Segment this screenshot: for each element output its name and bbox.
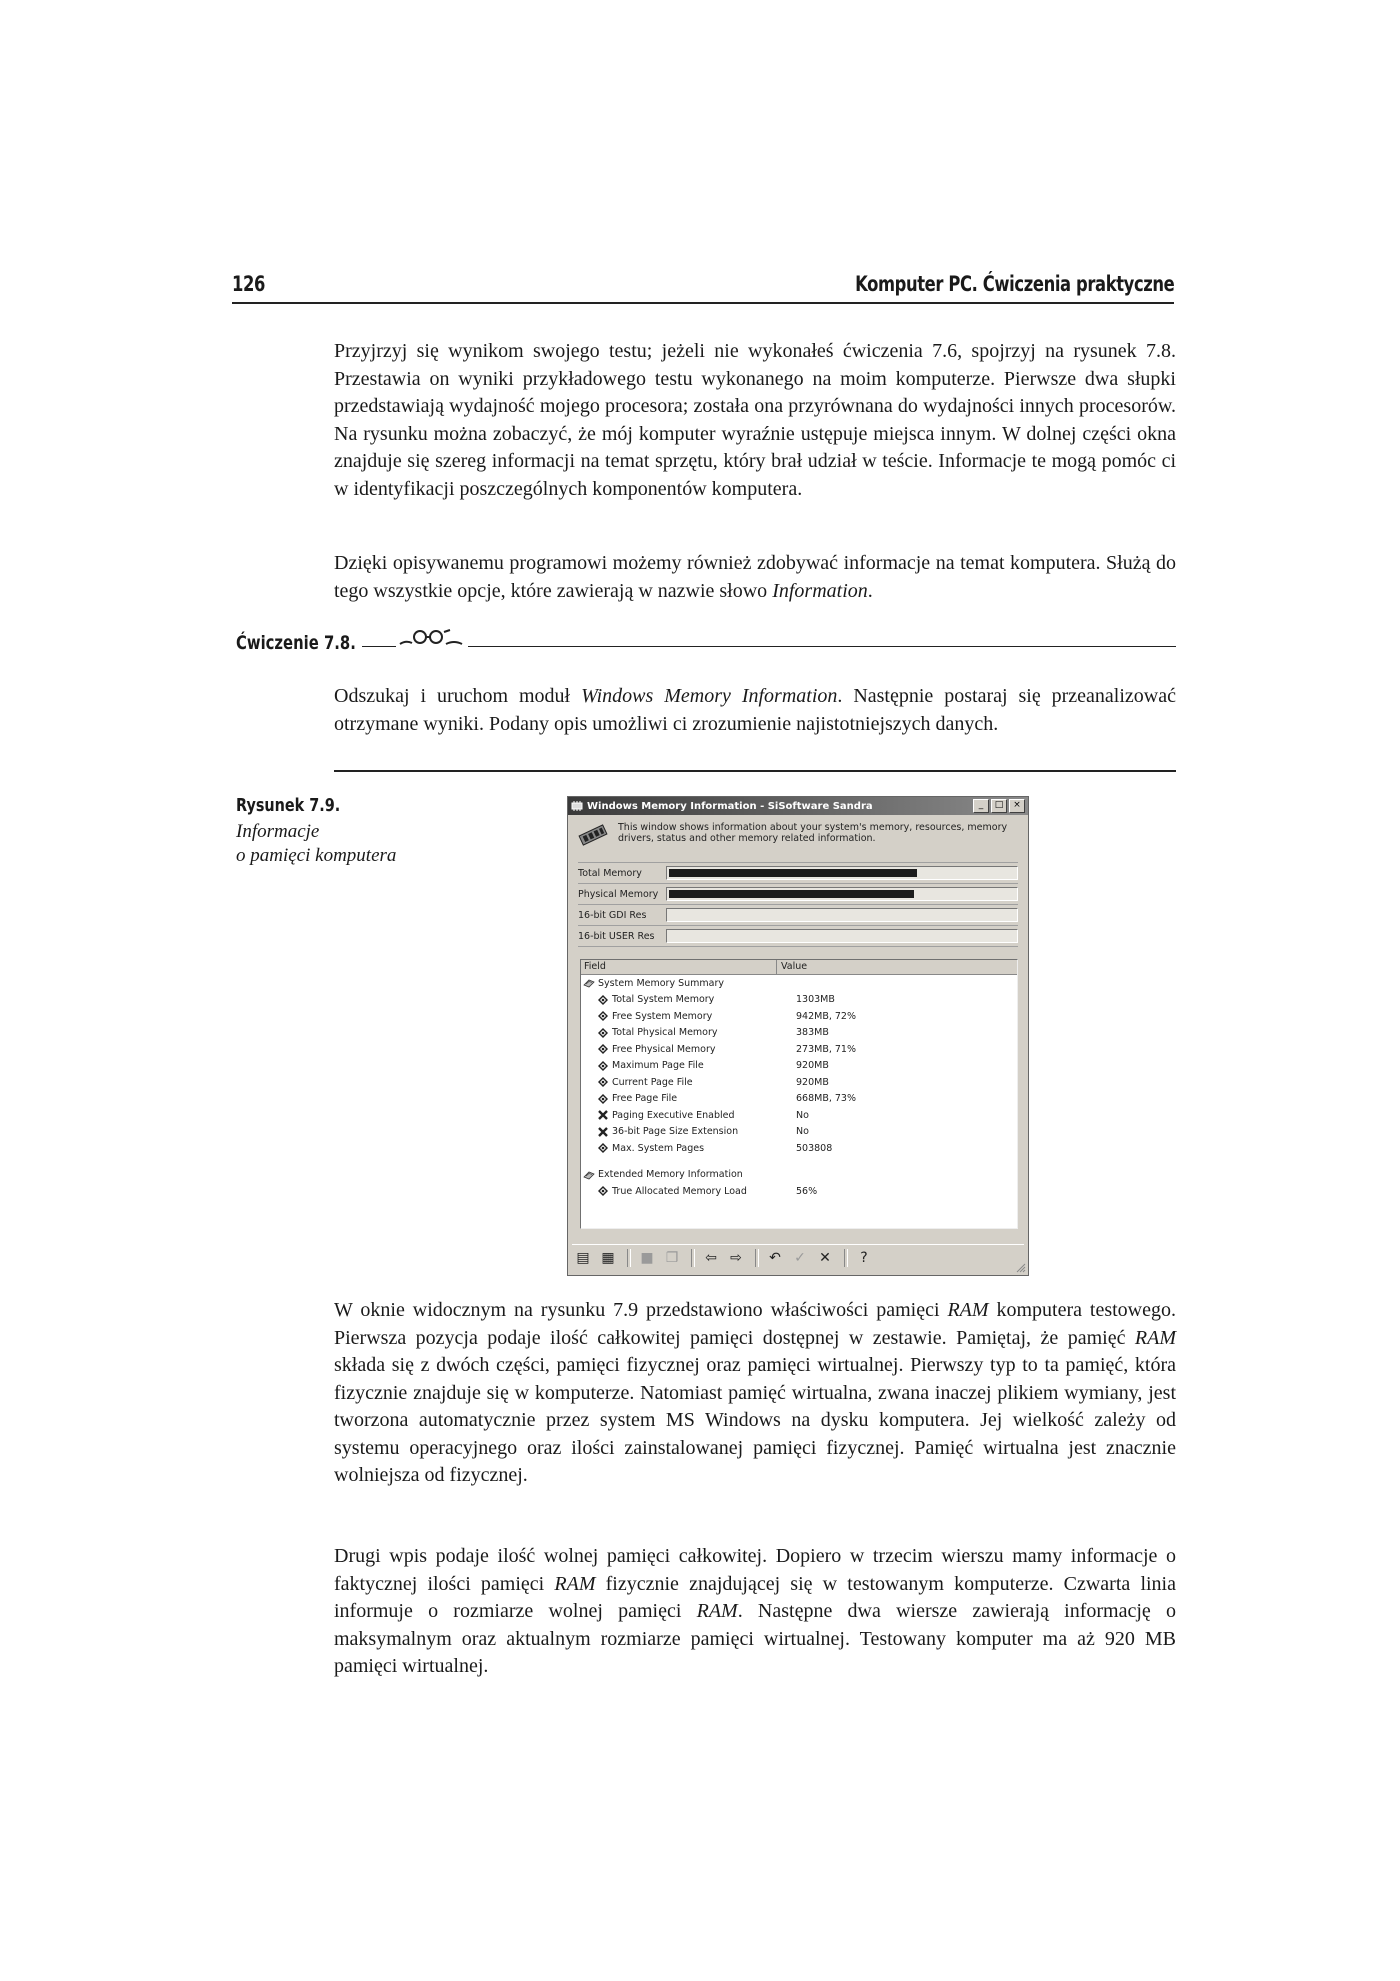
- forward-button[interactable]: [725, 1248, 747, 1268]
- window-info-text: [618, 822, 1007, 844]
- meter-bar: [666, 866, 1018, 880]
- paragraph-2-end: .: [867, 579, 873, 602]
- resize-grip-icon[interactable]: [1016, 1263, 1026, 1273]
- paragraph-2-emphasis: Information: [772, 579, 868, 602]
- field-cell: [581, 1043, 792, 1055]
- list-group-row[interactable]: [581, 1167, 1017, 1184]
- window-info-banner: [568, 815, 1028, 862]
- help-icon: ?: [860, 1250, 868, 1266]
- forward-icon: ⇨: [730, 1250, 742, 1266]
- list-rows: [581, 975, 1017, 1200]
- memory-info-list[interactable]: [580, 959, 1018, 1229]
- field-name: Paging Executive Enabled: [612, 1109, 735, 1121]
- field-name: Total System Memory: [612, 994, 715, 1006]
- report-button[interactable]: [572, 1248, 594, 1268]
- column-header-field[interactable]: Field: [581, 960, 777, 974]
- field-value: No: [796, 1126, 809, 1138]
- memory-info-window: [567, 796, 1029, 1276]
- paragraph-5-ram-2: RAM: [696, 1600, 738, 1622]
- field-value: 56%: [796, 1185, 818, 1197]
- field-name: Current Page File: [612, 1076, 693, 1088]
- minimize-button[interactable]: _: [973, 799, 989, 813]
- field-cell: [581, 1185, 792, 1197]
- figure-caption-line-1: Informacje: [236, 821, 320, 842]
- meter-row: [568, 863, 1028, 883]
- meter-label: Total Memory: [578, 867, 642, 879]
- field-cell: [581, 1010, 792, 1022]
- meter-bar: [666, 887, 1018, 901]
- field-value: 920MB: [796, 1060, 829, 1072]
- paragraph-2-text: Dzięki opisywanemu programowi możemy również zdobywać informacje na temat komputera. Służą do tego wszystkie opcje, które zawierają w nazwie słowo: [334, 552, 1176, 602]
- window-titlebar[interactable]: [568, 797, 1028, 815]
- toolbar-separator: [844, 1249, 848, 1267]
- paragraph-4-part-b: komputera testowego. Pierwsza pozycja podaje ilość całkowitej pamięci dostępnej w zestawie. Pamiętaj, że pamięć: [334, 1299, 1177, 1349]
- field-value: 1303MB: [796, 994, 835, 1006]
- list-item[interactable]: [581, 1041, 1017, 1058]
- group-name: System Memory Summary: [598, 977, 725, 989]
- list-item[interactable]: [581, 1058, 1017, 1075]
- list-item[interactable]: [581, 1025, 1017, 1042]
- list-spacer: [581, 1157, 1017, 1167]
- meter-label: 16-bit GDI Res: [578, 909, 647, 921]
- page-number: 126: [232, 272, 266, 296]
- field-value: 273MB, 71%: [796, 1043, 857, 1055]
- figure-caption: [236, 795, 436, 868]
- memory-chip-icon: [571, 800, 583, 812]
- list-item[interactable]: [581, 1074, 1017, 1091]
- meter-row: [568, 884, 1028, 904]
- paragraph-5: [334, 1543, 1176, 1681]
- figure-label: Rysunek 7.9.: [236, 795, 341, 816]
- field-value: 920MB: [796, 1076, 829, 1088]
- list-group-row[interactable]: [581, 975, 1017, 992]
- field-name: Maximum Page File: [612, 1060, 704, 1072]
- paragraph-2: [334, 550, 1176, 605]
- window-title: Windows Memory Information - SiSoftware Sandra: [587, 800, 873, 812]
- field-cell: [581, 1076, 792, 1088]
- toolbar-separator: [627, 1249, 631, 1267]
- options-icon: ▦: [601, 1250, 615, 1266]
- paragraph-4-part-c: składa się z dwóch części, pamięci fizycznej oraz pamięci wirtualnej. Pierwszy typ to ta pamięć, która fizycznie znajduje się w komputerze. Natomiast pamięć wirtualna, zwana inaczej plikiem wymiany, jest tworzona automatycznie przez system MS Windows na dysku komputera. Jej wielkość zależy od systemu operacyjnego oraz ilości zainstalowanej pamięci fizycznej. Pamięć wirtualna jest znacznie wolniejsza od fizycznej.: [334, 1354, 1176, 1486]
- help-button[interactable]: [853, 1248, 875, 1268]
- field-cell: [581, 1142, 792, 1154]
- figure-description: [236, 820, 436, 868]
- paragraph-4-ram-2: RAM: [1134, 1326, 1176, 1349]
- exercise-text-a: Odszukaj i uruchom moduł: [334, 685, 582, 707]
- diamond-icon: [597, 1027, 609, 1039]
- list-item[interactable]: [581, 992, 1017, 1009]
- field-cell: [581, 1060, 792, 1072]
- field-name: Free System Memory: [612, 1010, 713, 1022]
- info-text-line-1: This window shows information about your system's memory, resources, memory: [618, 822, 1008, 833]
- field-value: 668MB, 73%: [796, 1093, 857, 1105]
- list-header: [581, 960, 1017, 975]
- separator: [578, 946, 1018, 947]
- paragraph-5-part-c: . Następne dwa wiersze zawierają informację o maksymalnym oraz aktualnym rozmiarze pamięci wirtualnej. Testowany komputer ma aż 920 MB pamięci wirtualnej.: [334, 1600, 1177, 1677]
- paragraph-5-ram-1: RAM: [554, 1572, 596, 1595]
- meter-fill: [669, 869, 917, 877]
- save-button[interactable]: [636, 1248, 658, 1268]
- ok-button[interactable]: [789, 1248, 811, 1268]
- report-icon: ▤: [576, 1250, 590, 1266]
- list-item[interactable]: [581, 1183, 1017, 1200]
- list-item[interactable]: [581, 1008, 1017, 1025]
- diamond-icon: [597, 1093, 609, 1105]
- group-cell: [581, 1169, 778, 1181]
- exercise-text: [334, 683, 1176, 738]
- field-name: 36-bit Page Size Extension: [612, 1126, 739, 1138]
- paragraph-4-ram-1: RAM: [947, 1299, 989, 1321]
- meter-label: 16-bit USER Res: [578, 930, 655, 942]
- page-header: [232, 272, 1174, 304]
- meter-row: [568, 905, 1028, 925]
- save-icon: ■: [640, 1250, 654, 1266]
- group-cell: [581, 977, 778, 989]
- diamond-icon: [597, 1010, 609, 1022]
- field-cell: [581, 1109, 792, 1121]
- figure-caption-line-2: o pamięci komputera: [236, 845, 397, 866]
- running-title: Komputer PC. Ćwiczenia praktyczne: [854, 272, 1174, 296]
- maximize-button[interactable]: □: [991, 799, 1007, 813]
- diamond-icon: [597, 1076, 609, 1088]
- ok-icon: ✓: [794, 1250, 806, 1266]
- meter-bar: [666, 908, 1018, 922]
- back-button[interactable]: [700, 1248, 722, 1268]
- diamond-icon: [597, 1185, 609, 1197]
- field-value: 383MB: [796, 1027, 829, 1039]
- field-value: 503808: [796, 1142, 833, 1154]
- field-cell: [581, 1126, 792, 1138]
- meter-fill: [669, 890, 914, 898]
- field-name: Max. System Pages: [612, 1142, 705, 1154]
- memory-module-icon: [578, 822, 608, 848]
- copy-icon: ❐: [665, 1250, 679, 1266]
- exercise-label: Ćwiczenie 7.8.: [236, 632, 356, 654]
- meter-bar: [666, 929, 1018, 943]
- memory-meters: [568, 863, 1028, 947]
- meter-row: [568, 926, 1028, 946]
- paragraph-4: [334, 1297, 1176, 1490]
- meter-label: Physical Memory: [578, 888, 659, 900]
- field-cell: [581, 1093, 792, 1105]
- list-item[interactable]: [581, 1124, 1017, 1141]
- exercise-end-rule: [334, 770, 1176, 772]
- toolbar-separator: [755, 1249, 759, 1267]
- refresh-icon: ↶: [769, 1250, 781, 1266]
- refresh-button[interactable]: [764, 1248, 786, 1268]
- diamond-icon: [597, 1060, 609, 1072]
- group-name: Extended Memory Information: [598, 1169, 743, 1181]
- diamond-icon: [597, 1142, 609, 1154]
- exercise-decoration-icon: [396, 626, 468, 650]
- list-item[interactable]: [581, 1091, 1017, 1108]
- field-value: No: [796, 1109, 809, 1121]
- cross-icon: [597, 1126, 609, 1138]
- paragraph-5-part-a: Drugi wpis podaje ilość wolnej pamięci całkowitej. Dopiero w trzecim wierszu mamy informacje o faktycznej ilości pamięci: [334, 1545, 1176, 1595]
- info-text-line-2: drivers, status and other memory related information.: [618, 833, 876, 844]
- paragraph-4-part-a: W oknie widocznym na rysunku 7.9 przedstawiono właściwości pamięci: [334, 1299, 948, 1321]
- paragraph-1: Przyjrzyj się wynikom swojego testu; jeżeli nie wykonałeś ćwiczenia 7.6, spojrzyj na rysunek 7.8. Przestawia on wyniki przykładowego testu wykonanego na moim komputerze. Pierwsze dwa słupki przedstawiają wydajność mojego procesora; została ona przyrównana do wydajności innych procesorów. Na rysunku można zobaczyć, że mój komputer wyraźnie ustępuje miejsca innym. W dolnej części okna znajduje się szereg informacji na temat sprzętu, który brał udział w teście. Informacje te mogą pomóc ci w identyfikacji poszczególnych komponentów komputera.: [334, 340, 1176, 500]
- back-icon: ⇦: [705, 1250, 717, 1266]
- group-icon: [583, 1169, 595, 1181]
- group-icon: [583, 977, 595, 989]
- field-value: 942MB, 72%: [796, 1010, 857, 1022]
- close-button[interactable]: [814, 1248, 836, 1268]
- field-name: Free Page File: [612, 1093, 678, 1105]
- options-button[interactable]: [597, 1248, 619, 1268]
- toolbar-separator: [691, 1249, 695, 1267]
- exercise-text-emphasis: Windows Memory Information: [581, 685, 838, 707]
- exercise-rule: [362, 646, 1176, 647]
- cross-icon: [597, 1109, 609, 1121]
- column-header-value[interactable]: Value: [781, 961, 808, 972]
- exercise-text-b: . Następnie postaraj się przeanalizować otrzymane wyniki. Podany opis umożliwi ci zrozumienie najistotniejszych danych.: [334, 685, 1176, 735]
- diamond-icon: [597, 994, 609, 1006]
- paragraph-5-part-b: fizycznie znajdującej się w testowanym komputerze. Czwarta linia informuje o rozmiarze wolnej pamięci: [334, 1572, 1176, 1622]
- window-close-button[interactable]: ×: [1009, 799, 1025, 813]
- close-icon: ✕: [819, 1250, 831, 1266]
- field-cell: [581, 1027, 792, 1039]
- diamond-icon: [597, 1043, 609, 1055]
- field-name: True Allocated Memory Load: [612, 1185, 747, 1197]
- copy-button[interactable]: [661, 1248, 683, 1268]
- window-toolbar: [572, 1244, 1024, 1271]
- list-item[interactable]: [581, 1140, 1017, 1157]
- exercise-heading: [236, 630, 1176, 660]
- field-name: Total Physical Memory: [612, 1027, 718, 1039]
- field-cell: [581, 994, 792, 1006]
- list-item[interactable]: [581, 1107, 1017, 1124]
- field-name: Free Physical Memory: [612, 1043, 716, 1055]
